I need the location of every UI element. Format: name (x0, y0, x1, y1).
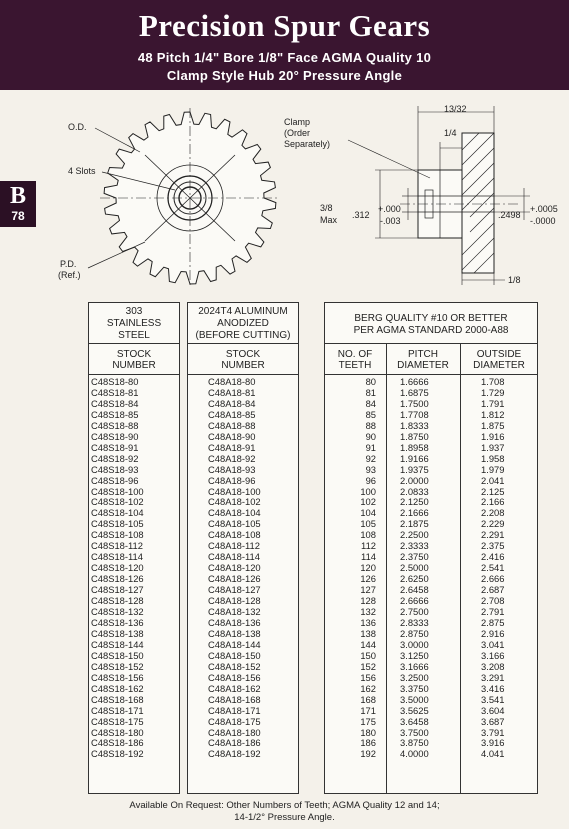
outside-diameter: 3.541 (481, 693, 505, 705)
teeth-count: 138 (360, 627, 376, 639)
stainless-stock-number: C48S18-88 (91, 419, 139, 431)
aluminum-stock-number: C48A18-81 (208, 386, 256, 398)
page-header (0, 0, 569, 90)
teeth-count: 168 (360, 693, 376, 705)
aluminum-stock-number: C48A18-152 (208, 660, 261, 672)
outside-diameter: 2.875 (481, 616, 505, 628)
teeth-count: 132 (360, 606, 376, 618)
clamp-order-label: (Order (284, 128, 311, 138)
pitch-diameter: 2.7500 (400, 606, 429, 618)
outside-diameter: 3.208 (481, 660, 505, 672)
pitch-diameter: 3.2500 (400, 671, 429, 683)
tol2-minus: -.0000 (530, 216, 556, 226)
aluminum-stock-number: C48A18-136 (208, 616, 261, 628)
teeth-count: 84 (365, 397, 376, 409)
pitch-diameter: 2.8750 (400, 627, 429, 639)
berg-head-1: BERG QUALITY #10 OR BETTER (354, 313, 508, 324)
teeth-count: 90 (365, 430, 376, 442)
teeth-count: 192 (360, 748, 376, 760)
aluminum-stock-number: C48A18-85 (208, 408, 256, 420)
stainless-stock-number: C48S18-104 (91, 507, 144, 519)
spec-line-2: Clamp Style Hub 20° Pressure Angle (166, 68, 403, 83)
teeth-count: 171 (360, 704, 376, 716)
aluminum-stock-number: C48A18-192 (208, 748, 261, 760)
teeth-count: 175 (360, 715, 376, 727)
outside-diameter: 1.729 (481, 386, 505, 398)
aluminum-stock-number: C48A18-102 (208, 496, 261, 508)
stainless-stock-number: C48S18-192 (91, 748, 144, 760)
outside-diameter: 2.208 (481, 507, 505, 519)
pitch-diameter: 2.3750 (400, 551, 429, 563)
aluminum-stock-number: C48A18-112 (208, 540, 260, 552)
aluminum-stock-number: C48A18-175 (208, 715, 261, 727)
teeth-count: 150 (360, 649, 376, 661)
pitch-col-header: PITCH DIAMETER (397, 349, 449, 371)
aluminum-stock-number: C48A18-150 (208, 649, 261, 661)
stainless-stock-number: C48S18-100 (91, 485, 144, 497)
pitch-diameter: 2.6458 (400, 584, 429, 596)
outside-diameter: 2.541 (481, 562, 505, 574)
teeth-count: 136 (360, 616, 376, 628)
aluminum-stock-number: C48A18-80 (208, 376, 256, 387)
aluminum-stock-number: C48A18-96 (208, 474, 256, 486)
teeth-count: 156 (360, 671, 376, 683)
teeth-count: 93 (365, 463, 376, 475)
teeth-count: 126 (360, 573, 376, 585)
dim-1-4: 1/4 (444, 128, 457, 138)
stainless-stock-number: C48S18-138 (91, 627, 144, 639)
pitch-diameter: 3.3750 (400, 682, 429, 694)
pitch-diameter: 3.1250 (400, 649, 429, 661)
outside-diameter: 2.416 (481, 551, 505, 563)
aluminum-stock-number: C48A18-144 (208, 638, 261, 650)
aluminum-stock-number: C48A18-180 (208, 726, 261, 738)
stainless-col-header: STOCK NUMBER (112, 349, 156, 371)
aluminum-stock-number: C48A18-84 (208, 397, 256, 409)
stainless-stock-number: C48S18-175 (91, 715, 144, 727)
stainless-stock-number: C48S18-96 (91, 474, 139, 486)
stainless-stock-number: C48S18-136 (91, 616, 144, 628)
aluminum-col-header: STOCK NUMBER (221, 349, 265, 371)
dim-13-32: 13/32 (444, 104, 467, 114)
stainless-stock-number: C48S18-105 (91, 518, 144, 530)
outside-diameter: 1.812 (481, 408, 505, 420)
teeth-count: 96 (365, 474, 376, 486)
teeth-count: 186 (360, 737, 376, 749)
pitch-diameter: 1.8958 (400, 441, 429, 453)
aluminum-stock-number: C48A18-91 (208, 441, 256, 453)
pitch-diameter: 3.5625 (400, 704, 429, 716)
teeth-count: 91 (365, 441, 376, 453)
aluminum-stock-number: C48A18-162 (208, 682, 261, 694)
pitch-diameter: 1.9375 (400, 463, 429, 475)
pitch-list (400, 377, 429, 760)
aluminum-stock-number: C48A18-93 (208, 463, 256, 475)
aluminum-stock-number: C48A18-126 (208, 573, 261, 585)
teeth-count: 85 (365, 408, 376, 420)
aluminum-stock-number: C48A18-168 (208, 693, 261, 705)
pitch-diameter: 3.7500 (400, 726, 429, 738)
outside-diameter: 1.708 (481, 376, 505, 387)
stainless-stock-number: C48S18-162 (91, 682, 144, 694)
teeth-list (324, 377, 376, 760)
dim-2498: .2498 (498, 210, 521, 220)
pitch-diameter: 2.1666 (400, 507, 429, 519)
pitch-diameter: 3.5000 (400, 693, 429, 705)
stainless-stock-number: C48S18-108 (91, 529, 144, 541)
teeth-count: 162 (360, 682, 376, 694)
stainless-stock-number: C48S18-102 (91, 496, 144, 508)
pitch-diameter: 3.0000 (400, 638, 429, 650)
teeth-count: 105 (360, 518, 376, 530)
pitch-diameter: 1.7708 (400, 408, 429, 420)
outside-diameter: 3.041 (481, 638, 505, 650)
aluminum-stock-number: C48A18-171 (208, 704, 261, 716)
teeth-count: 104 (360, 507, 376, 519)
stainless-stock-number: C48S18-156 (91, 671, 144, 683)
outside-diameter: 2.375 (481, 540, 505, 552)
aluminum-stock-number: C48A18-128 (208, 595, 261, 607)
outside-diameter: 2.229 (481, 518, 505, 530)
stainless-stock-number: C48S18-128 (91, 595, 144, 607)
section-letter: B (9, 183, 26, 209)
stainless-stock-list (91, 377, 144, 760)
aluminum-stock-number: C48A18-127 (208, 584, 261, 596)
pitch-diameter: 1.8750 (400, 430, 429, 442)
teeth-count: 120 (360, 562, 376, 574)
outside-diameter: 1.979 (481, 463, 505, 475)
stainless-head-1: 303 (125, 306, 143, 317)
dim-1-8: 1/8 (508, 275, 521, 285)
outside-diameter: 1.875 (481, 419, 505, 431)
outside-diameter: 2.291 (481, 529, 505, 541)
stainless-stock-number: C48S18-171 (91, 704, 144, 716)
berg-head-2: PER AGMA STANDARD 2000-A88 (353, 325, 509, 336)
teeth-count: 102 (360, 496, 376, 508)
pitch-diameter: 2.6250 (400, 573, 429, 585)
outside-diameter: 3.687 (481, 715, 505, 727)
spec-line-1: 48 Pitch 1/4" Bore 1/8" Face AGMA Quality 10 (137, 50, 432, 65)
pitch-diameter: 2.3333 (400, 540, 429, 552)
stainless-stock-number: C48S18-168 (91, 693, 144, 705)
stainless-stock-number: C48S18-90 (91, 430, 139, 442)
stainless-stock-number: C48S18-150 (91, 649, 144, 661)
aluminum-stock-number: C48A18-120 (208, 562, 261, 574)
outside-diameter: 3.291 (481, 671, 505, 683)
stainless-stock-number: C48S18-91 (91, 441, 139, 453)
teeth-count: 88 (365, 419, 376, 431)
aluminum-stock-number: C48A18-186 (208, 737, 261, 749)
aluminum-stock-number: C48A18-88 (208, 419, 256, 431)
slots-label: 4 Slots (68, 166, 96, 176)
aluminum-head-1: 2024T4 ALUMINUM (198, 306, 288, 317)
pitch-diameter: 3.6458 (400, 715, 429, 727)
footer-line-2: 14-1/2° Pressure Angle. (234, 812, 335, 823)
aluminum-stock-number: C48A18-132 (208, 606, 261, 618)
outside-diameter: 3.916 (481, 737, 505, 749)
side-section-view (348, 106, 530, 285)
pitch-diameter: 2.0833 (400, 485, 429, 497)
outside-diameter: 1.791 (481, 397, 505, 409)
footer-line-1: Available On Request: Other Numbers of Teeth; AGMA Quality 12 and 14; (129, 800, 440, 811)
outside-diameter: 2.125 (481, 485, 505, 497)
dim-max: Max (320, 215, 338, 225)
stainless-stock-number: C48S18-85 (91, 408, 139, 420)
aluminum-stock-number: C48A18-104 (208, 507, 261, 519)
od-label: O.D. (68, 122, 87, 132)
outside-col-header: OUTSIDE DIAMETER (473, 349, 525, 371)
aluminum-stock-number: C48A18-108 (208, 529, 261, 541)
aluminum-stock-number: C48A18-105 (208, 518, 261, 530)
stainless-stock-number: C48S18-114 (91, 551, 143, 563)
teeth-count: 100 (360, 485, 376, 497)
stainless-stock-number: C48S18-186 (91, 737, 144, 749)
outside-diameter: 3.166 (481, 649, 505, 661)
teeth-count: 114 (361, 551, 376, 563)
pitch-diameter: 2.2500 (400, 529, 429, 541)
stainless-stock-number: C48S18-144 (91, 638, 144, 650)
stainless-head-2: STAINLESS (106, 318, 162, 329)
outside-list (481, 377, 504, 760)
outside-diameter: 2.791 (481, 606, 505, 618)
aluminum-stock-number: C48A18-92 (208, 452, 256, 464)
pd-label: P.D. (60, 259, 77, 269)
stainless-stock-number: C48S18-81 (91, 386, 139, 398)
teeth-count: 180 (360, 726, 376, 738)
dim-3-8: 3/8 (320, 203, 333, 213)
outside-diameter: 3.604 (481, 704, 505, 716)
pitch-diameter: 1.9166 (400, 452, 429, 464)
tol-plus: +.000 (378, 204, 401, 214)
pitch-diameter: 2.5000 (400, 562, 429, 574)
pd-ref-label: (Ref.) (58, 270, 81, 280)
stainless-stock-number: C48S18-80 (91, 376, 139, 387)
stainless-stock-number: C48S18-127 (91, 584, 144, 596)
teeth-col-header: NO. OF TEETH (337, 349, 373, 371)
outside-diameter: 3.791 (481, 726, 505, 738)
clamp-separately-label: Separately) (284, 139, 331, 149)
gear-front-view (88, 108, 280, 288)
outside-diameter: 2.666 (481, 573, 505, 585)
aluminum-stock-number: C48A18-138 (208, 627, 261, 639)
tol2-plus: +.0005 (530, 204, 558, 214)
aluminum-head-3: (BEFORE CUTTING) (195, 330, 291, 341)
pitch-diameter: 1.6666 (400, 376, 429, 387)
outside-diameter: 2.687 (481, 584, 505, 596)
pitch-diameter: 2.0000 (400, 474, 429, 486)
teeth-count: 92 (365, 452, 376, 464)
teeth-count: 128 (360, 595, 376, 607)
outside-diameter: 1.958 (481, 452, 505, 464)
teeth-count: 81 (365, 386, 376, 398)
stainless-head-3: STEEL (118, 330, 150, 341)
teeth-count: 152 (360, 660, 376, 672)
pitch-diameter: 3.8750 (400, 737, 429, 749)
outside-diameter: 4.041 (481, 748, 505, 760)
pitch-diameter: 1.6875 (400, 386, 429, 398)
clamp-label: Clamp (284, 117, 311, 127)
teeth-count: 80 (365, 376, 376, 387)
teeth-count: 108 (360, 529, 376, 541)
dim-312: .312 (352, 210, 370, 220)
teeth-count: 127 (360, 584, 376, 596)
pitch-diameter: 4.0000 (400, 748, 429, 760)
teeth-count: 144 (360, 638, 376, 650)
stainless-stock-number: C48S18-120 (91, 562, 144, 574)
stainless-stock-number: C48S18-152 (91, 660, 144, 672)
outside-diameter: 2.041 (481, 474, 505, 486)
pitch-diameter: 2.6666 (400, 595, 429, 607)
stainless-stock-number: C48S18-84 (91, 397, 139, 409)
pitch-diameter: 2.8333 (400, 616, 429, 628)
stainless-stock-number: C48S18-112 (91, 540, 143, 552)
pitch-diameter: 2.1875 (400, 518, 429, 530)
outside-diameter: 2.166 (481, 496, 505, 508)
aluminum-head-2: ANODIZED (217, 318, 269, 329)
outside-diameter: 2.708 (481, 595, 505, 607)
pitch-diameter: 1.7500 (400, 397, 429, 409)
pitch-diameter: 2.1250 (400, 496, 429, 508)
outside-diameter: 2.916 (481, 627, 505, 639)
stainless-stock-number: C48S18-132 (91, 606, 144, 618)
aluminum-stock-number: C48A18-156 (208, 671, 261, 683)
outside-diameter: 3.416 (481, 682, 505, 694)
tol-minus: -.003 (380, 216, 401, 226)
page-number: 78 (11, 209, 25, 223)
stainless-stock-number: C48S18-93 (91, 463, 139, 475)
pitch-diameter: 1.8333 (400, 419, 429, 431)
outside-diameter: 1.937 (481, 441, 505, 453)
pitch-diameter: 3.1666 (400, 660, 429, 672)
stainless-stock-number: C48S18-126 (91, 573, 144, 585)
teeth-count: 112 (361, 540, 376, 552)
stainless-stock-number: C48S18-92 (91, 452, 139, 464)
aluminum-stock-number: C48A18-90 (208, 430, 256, 442)
stainless-stock-number: C48S18-180 (91, 726, 144, 738)
aluminum-stock-number: C48A18-100 (208, 485, 261, 497)
aluminum-stock-list (208, 377, 261, 760)
page-title: Precision Spur Gears (138, 8, 431, 43)
outside-diameter: 1.916 (481, 430, 505, 442)
footer-note (0, 800, 569, 824)
aluminum-stock-number: C48A18-114 (208, 551, 260, 563)
